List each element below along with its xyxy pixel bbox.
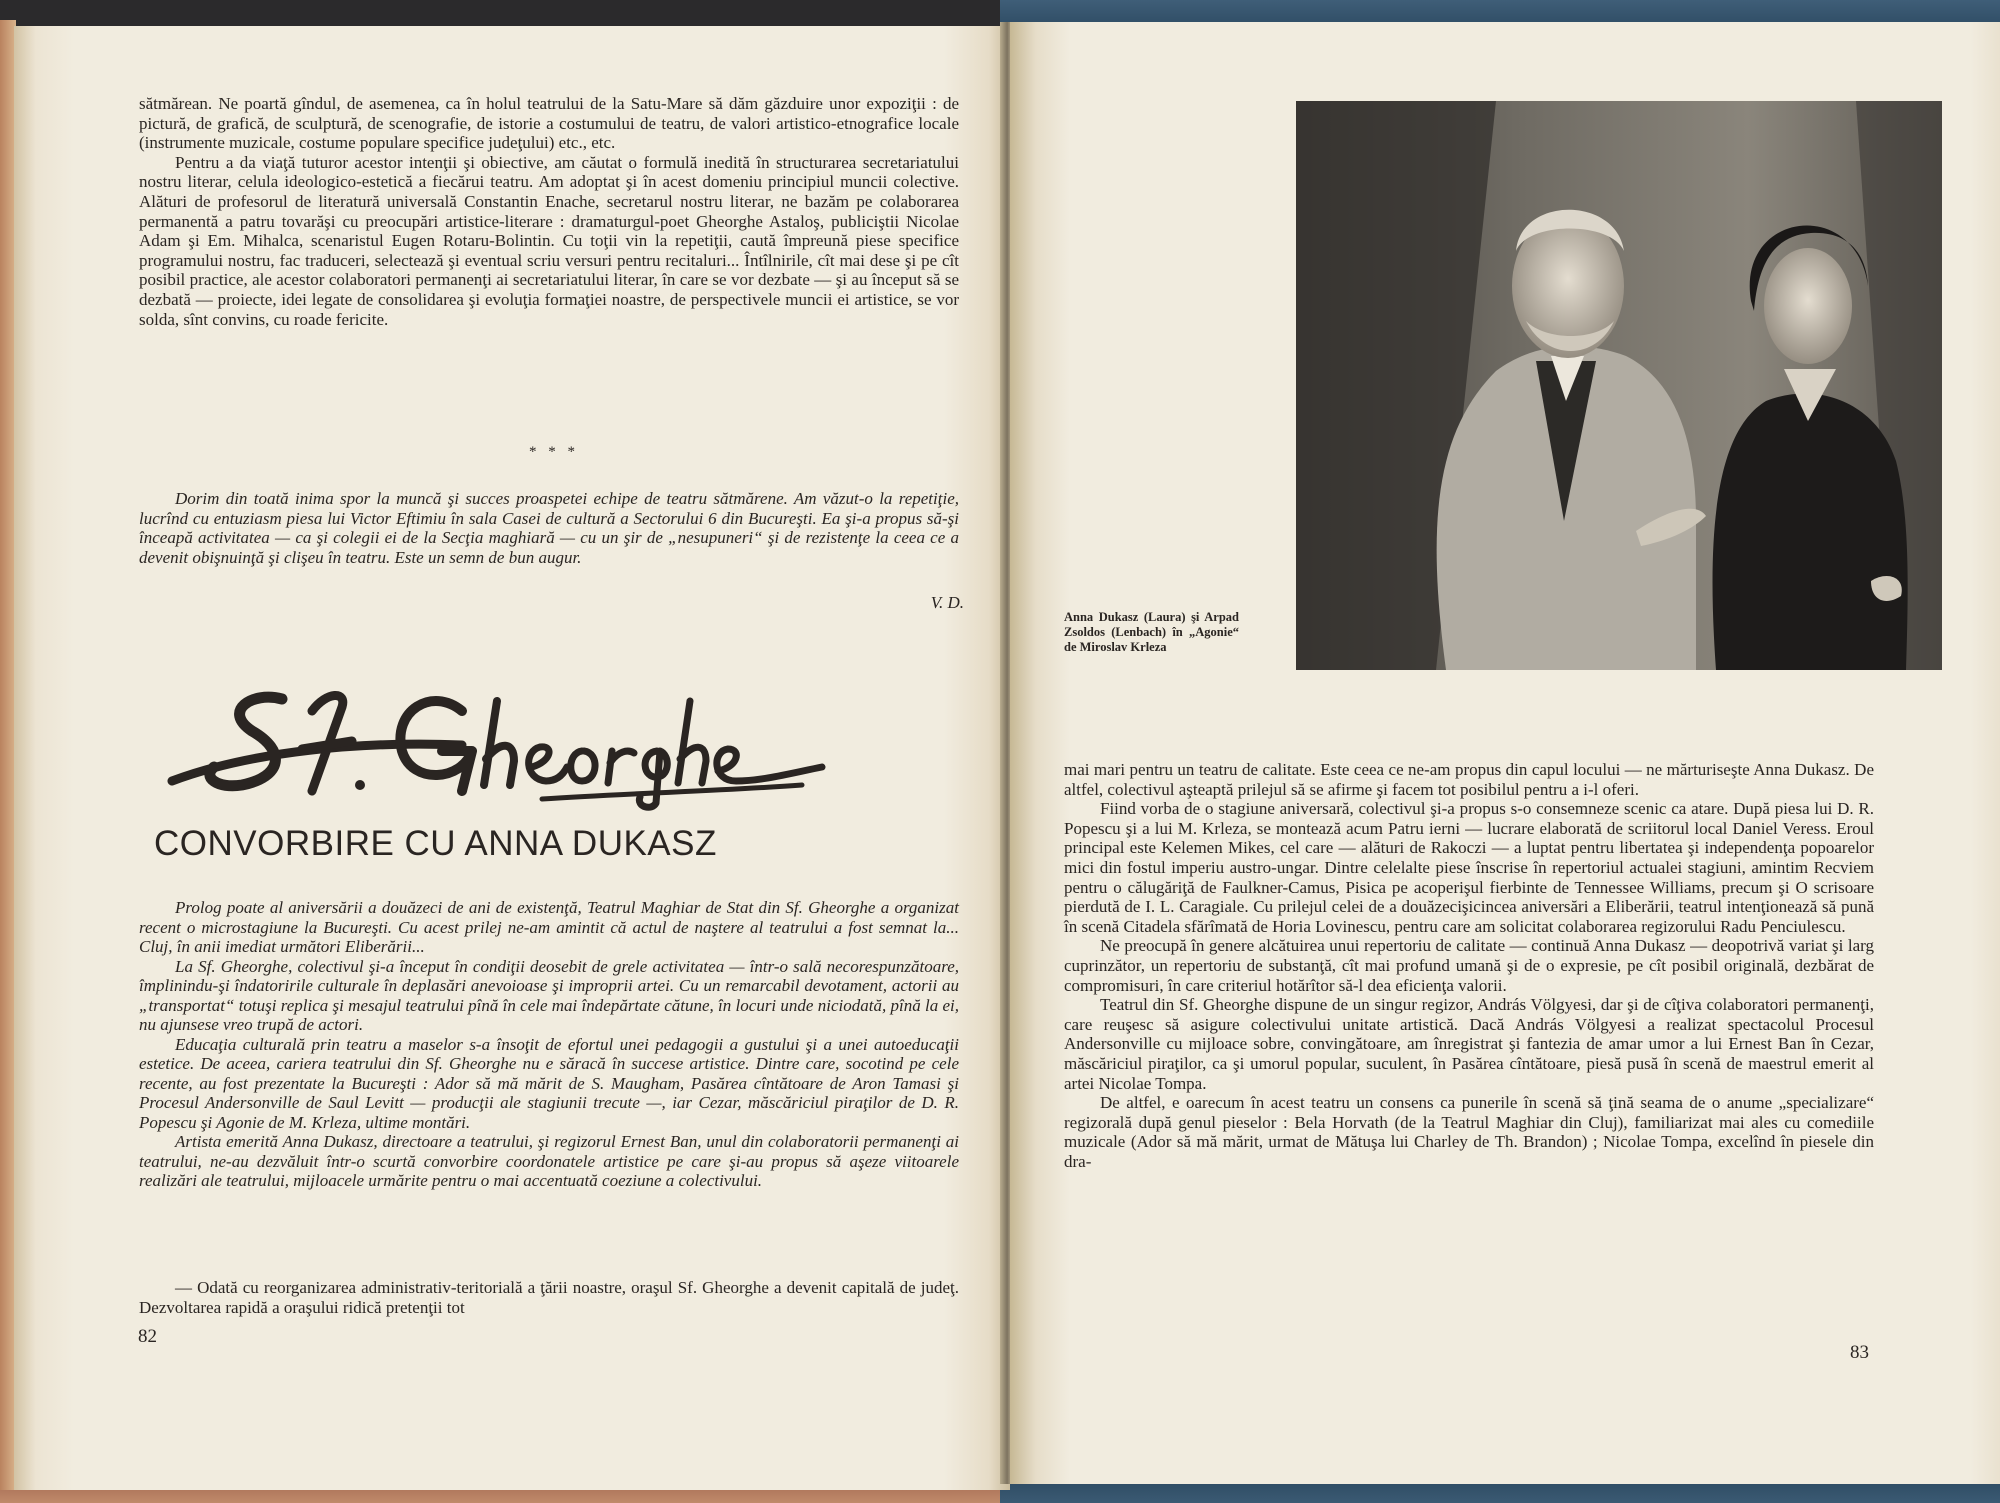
author-signature: V. D. — [930, 593, 964, 612]
opening-text — [139, 94, 959, 329]
paragraph: Fiind vorba de o stagiune aniversară, colectivul şi-a propus s-o consemneze scenic ca atare. După piesa lui D. R. Popescu şi a lui M. Krleza, se montează acum Patru ierni — lucrare elaborată de scriitorul local Daniel Veress. Eroul principal este Kelemen Mikes, cel care — alături de Rakoczi — a luptat pentru libertatea şi independenţa popoarelor mici din fostul imperiu austro-ungar. Dintre celelalte piese înscrise în repertoriul actualei stagiuni, amintim Recviem pentru o călugăriţă de Faulkner-Camus, Pisica pe acoperişul fierbinte de Tennessee Williams, precum şi O scrisoare pierdută de I. L. Caragiale. Cu prilejul celei de a douăzecişicincea aniversări a Eliberării, teatrul intenţionează să pună în scenă Citadela sfărîmată de Horia Lovinescu, pentru care am solicitat colaborarea regizorului Radu Penciulescu. — [1064, 799, 1874, 936]
paragraph: Artista emerită Anna Dukasz, directoare a teatrului, şi regizorul Ernest Ban, unul din colaboratorii permanenţi ai teatrului, ne-au dezvăluit într-o scurtă convorbire coordonatele artistice pe care şi-au propus să aşeze viitoarele realizări ale teatrului, mijloacele urmărite pentru o mai accentuată coeziune a colectivului. — [139, 1132, 959, 1190]
left-page — [14, 26, 1010, 1490]
paragraph: Dorim din toată inima spor la muncă şi succes proaspetei echipe de teatru sătmărene. Am văzut-o la repetiţie, lucrînd cu entuziasm piesa lui Victor Eftimiu în sala Casei de cultură a Sectorului 6 din Bucureşti. Ea şi-a propus să-şi înceapă activitatea — ca şi colegii ei de la Secţia maghiară — cu un şir de „nesupuneri“ şi de rezistenţe la ceea ce a devenit obişnuinţă şi clişeu în teatru. Este un semn de bun augur. — [139, 489, 959, 567]
interview-opening-answer — [139, 1278, 959, 1317]
paragraph: Educaţia culturală prin teatru a maselor s-a însoţit de efortul unei pedagogii a gustului şi a unei autoeducaţii estetice. De aceea, cariera teatrului din Sf. Gheorghe nu e săracă în succese artistice. Dintre care, socotind pe cele recente, au fost prezentate la Bucureşti : Ador să mă mărit de S. Maugham, Pasărea cîntătoare de Aron Tamasi şi Procesul Andersonville de Saul Levitt — producţii ale stagiunii trecute —, iar Cezar, măscăriciul piraţilor de D. R. Popescu şi Agonie de M. Krleza, ultime montări. — [139, 1034, 959, 1132]
paragraph: Pentru a da viaţă tuturor acestor intenţii şi obiective, am căutat o formulă inedită în structurarea secretariatului nostru literar, celula ideologico-estetică a fiecărui teatru. Am adoptat şi în acest domeniu principiul muncii colective. Alături de profesorul de literatură universală Constantin Enache, secretarul nostru literar, ne bazăm pe colaborarea permanentă a patru tovarăşi cu preocupări artistice-literare : dramaturgul-poet Gheorghe Astaloş, publiciştii Nicolae Adam şi Em. Mihalca, scenaristul Eugen Rotaru-Bolintin. Cu toţii vin la repetiţii, caută împreună piese specifice programului nostru, fac traduceri, selectează şi eventual scriu versuri pentru recitaluri... Întîlnirile, cît mai dese şi pe cît posibil practice, ale acestor colaboratori permanenţi ai secretariatului literar, în care se vor dezbate — şi au început să se dezbată — proiecte, idei legate de consolidarea şi evoluţia formaţiei noastre, de perspectivele muncii ei artistice, se vor solda, sînt convins, cu roade fericite. — [139, 152, 959, 329]
paragraph: sătmărean. Ne poartă gîndul, de asemenea, ca în holul teatrului de la Satu-Mare să dăm găzduire unor expoziţii : de pictură, de grafică, de sculptură, de scenografie, de istorie a costumului de teatru, de valori artistico-etnografice locale (instrumente muzicale, costume populare specifice judeţului) etc., etc. — [139, 94, 959, 153]
paragraph: Ne preocupă în genere alcătuirea unui repertoriu de calitate — continuă Anna Dukasz — deopotrivă variat şi larg cuprinzător, un repertoriu de substanţă, cît mai profund umană şi de o expresie, pe cît posibil originală, dezbărat de compromisuri, în care criteriul hotărîtor să-l dea eficienţa valorii. — [1064, 936, 1874, 995]
paragraph: Teatrul din Sf. Gheorghe dispune de un singur regizor, András Völgyesi, dar şi de cîţiva colaboratori permanenţi, care reuşesc să asigure colectivului unitate artistică. Dacă András Völgyesi a realizat spectacolul Procesul Andersonville cu mijloace sobre, convingătoare, am înregistrat şi fantezia de amar umor a lui Ernest Ban în Cezar, măscăriciul piraţilor, ca şi umorul popular, suculent, în Pasărea cîntătoare, piesă pusă în scenă de maestrul emerit al artei Nicolae Tompa. — [1064, 995, 1874, 1093]
photo-caption: Anna Dukasz (Laura) şi Arpad Zsoldos (Lenbach) în „Agonie“ de Miroslav Krleza — [1064, 610, 1239, 654]
editorial-note — [139, 489, 959, 567]
script-title-logo — [162, 681, 832, 811]
paragraph: mai mari pentru un teatru de calitate. Este ceea ce ne-am propus din capul locului — ne mărturiseşte Anna Dukasz. De altfel, colectivul aşteaptă prilejul să se afirme şi facem tot posibilul pentru a i-l oferi. — [1064, 760, 1874, 799]
interview-heading: CONVORBIRE CU ANNA DUKASZ — [154, 824, 717, 863]
paragraph: Prolog poate al aniversării a douăzeci de ani de existenţă, Teatrul Maghiar de Stat din Sf. Gheorghe a organizat recent o microstagiune la Bucureşti. Cu acest prilej ne-am amintit că actul de naştere al teatrului a fost semnat la... Cluj, în anii imediat următori Eliberării... — [139, 898, 959, 956]
paragraph: La Sf. Gheorghe, colectivul şi-a început în condiţii deosebit de grele activitatea — într-o sală necorespunzătoare, împlinindu-şi îndatoririle culturale în deplasări anevoioase şi improprii artei. Cu un remarcabil devotament, actorii au „transportat“ totuşi replica şi mesajul teatrului pînă în cele mai îndepărtate cătune, în locuri unde niciodată, pînă la ei, nu ajunsese vreo trupă de actori. — [139, 956, 959, 1034]
paragraph: De altfel, e oarecum în acest teatru un consens ca punerile în scenă să ţină seama de o anume „specializare“ regizorală după genul pieselor : Bela Horvath (de la Teatrul Maghiar din Cluj), familiarizat mai ales cu comediile muzicale (Ador să mă mărit, urmat de Mătuşa lui Charley de Th. Brandon) ; Nicolae Tompa, excelînd în piesele din dra- — [1064, 1093, 1874, 1171]
stage-photo — [1296, 101, 1942, 670]
page-number-left: 82 — [138, 1326, 157, 1347]
section-separator: * * * — [529, 444, 579, 460]
interview-introduction — [139, 898, 959, 1191]
page-number-right: 83 — [1850, 1342, 1869, 1363]
right-page — [1010, 22, 2000, 1484]
paragraph: — Odată cu reorganizarea administrativ-teritorială a ţării noastre, oraşul Sf. Gheorghe a devenit capitală de judeţ. Dezvoltarea rapidă a oraşului ridică pretenţii tot — [139, 1278, 959, 1317]
interview-continuation — [1064, 760, 1874, 1171]
